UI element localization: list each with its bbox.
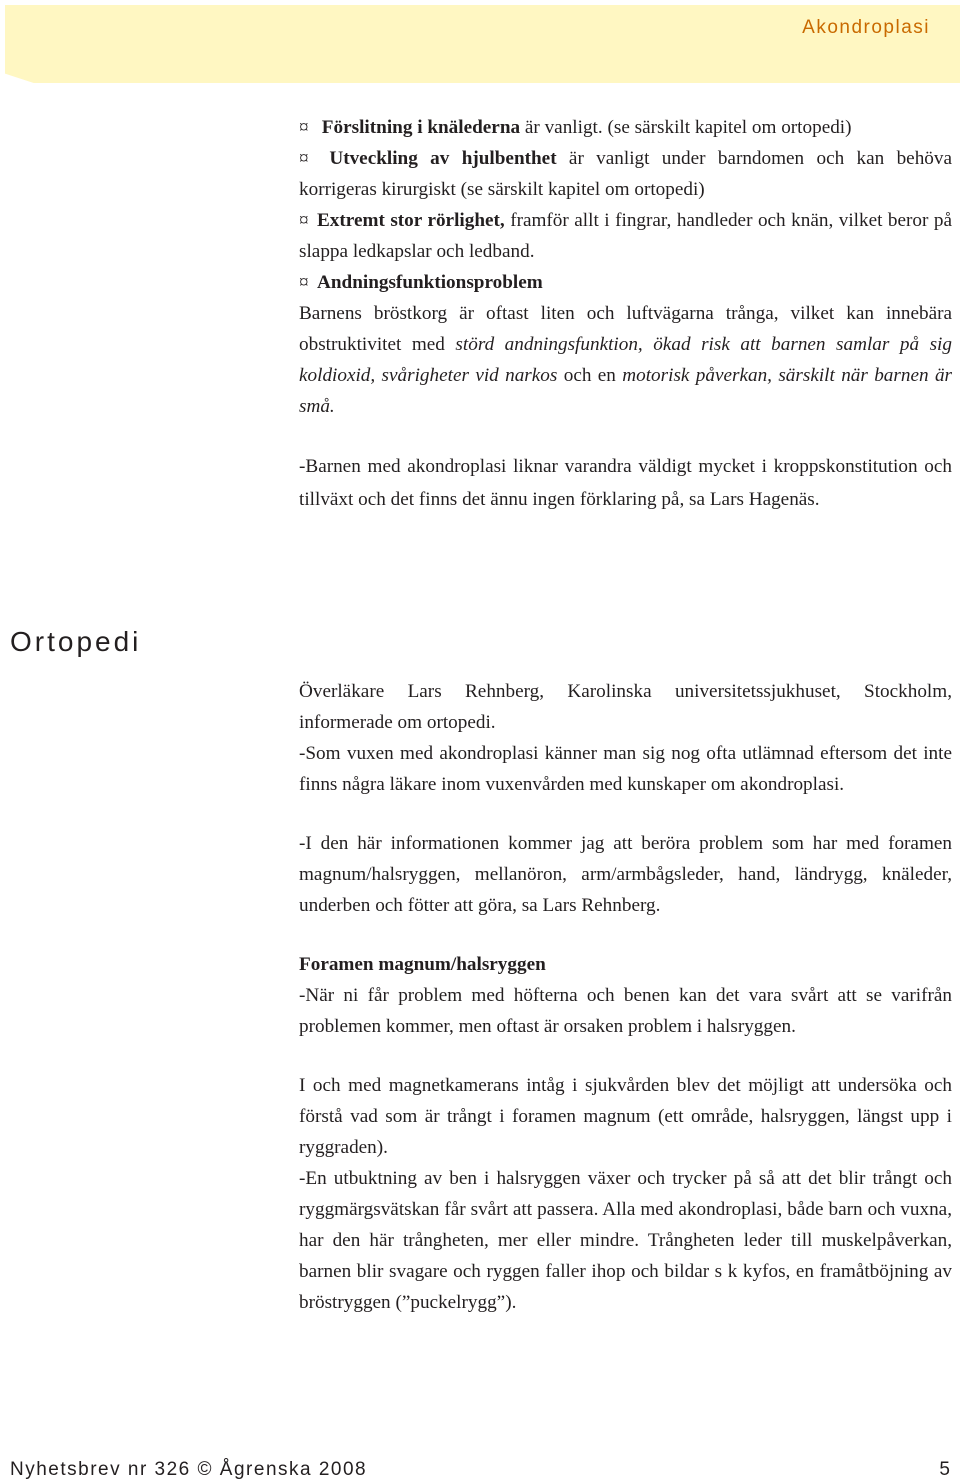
stenosis-paragraph: -En utbuktning av ben i halsryggen växer och trycker på så att det blir trångt och ryggmärgsvätskan får svårt att passera. Alla med akondroplasi, både barn och vuxna, har den här trångheten, mer eller mindre. Trångheten leder till muskelpåverkan, barnen blir svagare och ryggen faller ihop och bildar s k kyfos, en framåtböjning av bröstryggen (”puckelrygg”). xyxy=(299,1168,952,1313)
running-header-title: Akondroplasi xyxy=(802,17,930,38)
ortopedi-text-column xyxy=(299,676,952,1318)
subheading-foramen-magnum: Foramen magnum/halsryggen xyxy=(299,954,546,975)
bullet-knee-wear: ¤ Förslitning i knälederna är vanligt. (se särskilt kapitel om ortopedi) xyxy=(299,112,952,143)
bullet-icon: ¤ xyxy=(299,117,309,138)
topics-paragraph: -I den här informationen kommer jag att beröra problem som har med foramen magnum/halsryggen, mellanöron, arm/armbågsleder, hand, ländrygg, knäleder, underben och fötter att göra, sa Lars Rehnberg. xyxy=(299,833,952,916)
bullet-bowlegs: ¤ Utveckling av hjulbenthet är vanligt under barndomen och kan behöva korrigeras kirurgiskt (se särskilt kapitel om ortopedi) xyxy=(299,143,952,205)
page-number: 5 xyxy=(939,1459,950,1480)
bullet-respiratory: ¤ Andningsfunktionsproblem xyxy=(299,267,952,298)
respiratory-paragraph: Barnens bröstkorg är oftast liten och luftvägarna trånga, vilket kan innebära obstruktivitet med störd andningsfunktion, ökad risk att barnen samlar på sig koldioxid, svårigheter vid narkos och en motorisk påverkan, särskilt när barnen är små. xyxy=(299,303,952,417)
bullet-mobility: ¤ Extremt stor rörlighet, framför allt i fingrar, handleder och knän, vilket beror på slappa ledkapslar och ledband. xyxy=(299,205,952,267)
top-text-column xyxy=(299,112,952,516)
footer-publication: Nyhetsbrev nr 326 © Ågrenska 2008 xyxy=(10,1459,368,1480)
bullet-icon: ¤ xyxy=(299,148,309,169)
mri-paragraph: I och med magnetkamerans intåg i sjukvården blev det möjligt att undersöka och förstå vad som är trångt i foramen magnum (ett område, halsryggen, längst upp i ryggraden). xyxy=(299,1075,952,1158)
quote-paragraph: -Barnen med akondroplasi liknar varandra väldigt mycket i kroppskonstitution och tillväxt och det finns det ännu ingen förklaring på, sa Lars Hagenäs. xyxy=(299,456,952,510)
hips-paragraph: -När ni får problem med höfterna och benen kan det vara svårt att se varifrån problemen kommer, men oftast är orsaken problem i halsryggen. xyxy=(299,985,952,1037)
section-heading-ortopedi: Ortopedi xyxy=(10,626,142,657)
bullet-icon: ¤ xyxy=(299,210,309,231)
adult-paragraph: -Som vuxen med akondroplasi känner man sig nog ofta utlämnad eftersom det inte finns några läkare inom vuxenvården med kunskaper om akondroplasi. xyxy=(299,743,952,795)
intro-paragraph: Överläkare Lars Rehnberg, Karolinska universitetssjukhuset, Stockholm, informerade om ortopedi. xyxy=(299,681,952,733)
bullet-icon: ¤ xyxy=(299,272,309,293)
